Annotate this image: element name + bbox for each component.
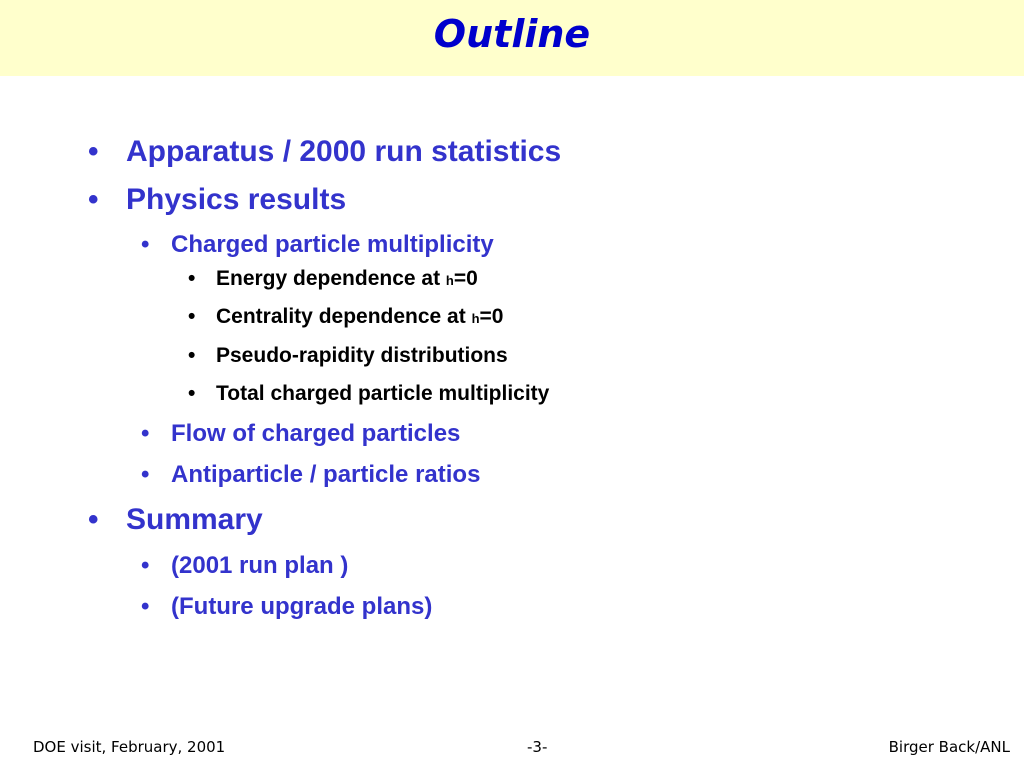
eta-symbol: h [445, 273, 454, 288]
outline-item-upgrade-plans [141, 593, 433, 621]
outline-item-centrality-dependence [188, 305, 504, 329]
outline-item-flow [141, 420, 461, 448]
bullet-icon: • [141, 552, 150, 579]
slide-title: Outline [433, 12, 591, 56]
footer-event: DOE visit, February, 2001 [33, 738, 226, 756]
outline-item-total-multiplicity [188, 382, 550, 406]
bullet-icon: • [141, 461, 150, 488]
outline-item-label: Flow of charged particles [171, 420, 461, 447]
bullet-icon: • [88, 135, 99, 168]
bullet-icon: • [141, 420, 150, 447]
outline-item-pseudo-rapidity [188, 344, 508, 368]
outline-item-label: (2001 run plan ) [171, 552, 349, 579]
outline-item-label: Centrality dependence at [216, 305, 472, 328]
outline-item-label: Summary [126, 503, 263, 536]
outline-item-suffix: =0 [479, 305, 504, 328]
outline-item-label: (Future upgrade plans) [171, 593, 433, 620]
eta-symbol: h [471, 311, 480, 326]
outline-item-charged-multiplicity [141, 231, 494, 259]
outline-item-label: Apparatus / 2000 run statistics [126, 135, 562, 168]
bullet-icon: • [88, 183, 99, 216]
bullet-icon: • [188, 344, 196, 367]
outline-item-summary [88, 503, 263, 537]
footer-page-number: -3- [527, 738, 548, 756]
outline-item-run-plan [141, 552, 349, 580]
bullet-icon: • [141, 231, 150, 258]
outline-item-label: Physics results [126, 183, 347, 216]
outline-item-antiparticle-ratios [141, 461, 481, 489]
outline-item-physics-results [88, 183, 347, 217]
outline-item-energy-dependence [188, 267, 478, 291]
outline-item-label: Pseudo-rapidity distributions [216, 344, 508, 367]
bullet-icon: • [188, 267, 196, 290]
bullet-icon: • [188, 305, 196, 328]
bullet-icon: • [141, 593, 150, 620]
outline-item-label: Total charged particle multiplicity [216, 382, 550, 405]
outline-item-label: Energy dependence at [216, 267, 446, 290]
outline-item-apparatus [88, 135, 562, 169]
outline-item-label: Antiparticle / particle ratios [171, 461, 481, 488]
outline-item-suffix: =0 [453, 267, 478, 290]
bullet-icon: • [88, 503, 99, 536]
footer-author: Birger Back/ANL [888, 738, 1010, 756]
outline-item-label: Charged particle multiplicity [171, 231, 494, 258]
bullet-icon: • [188, 382, 196, 405]
